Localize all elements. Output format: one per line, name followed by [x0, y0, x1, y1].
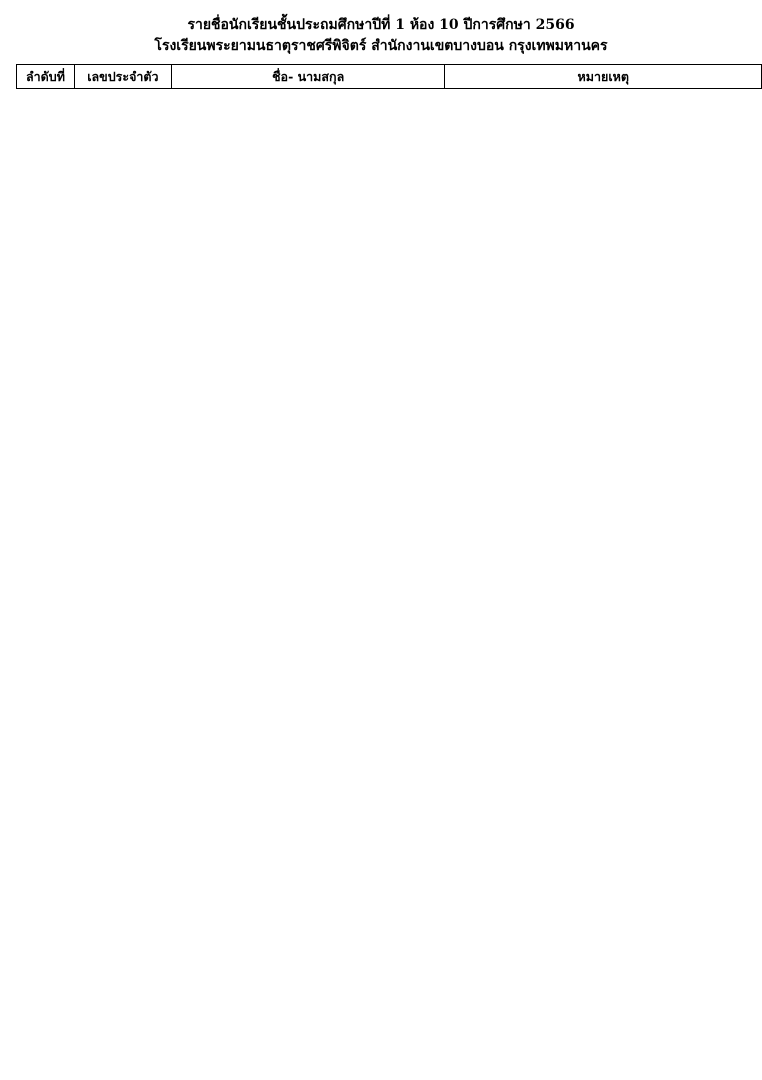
column-header-name: ชื่อ- นามสกุล	[171, 65, 445, 89]
column-header-note: หมายเหตุ	[445, 65, 762, 89]
student-roster-table	[16, 64, 762, 89]
table-header-row	[17, 65, 762, 89]
column-header-id: เลขประจำตัว	[74, 65, 171, 89]
document-title: รายชื่อนักเรียนชั้นประถมศึกษาปีที่ 1 ห้อง 10 ปีการศึกษา 2566	[187, 17, 575, 33]
column-header-no: ลำดับที่	[17, 65, 75, 89]
document-subtitle: โรงเรียนพระยามนธาตุราชศรีพิจิตร์ สำนักงานเขตบางบอน กรุงเทพมหานคร	[154, 38, 608, 54]
